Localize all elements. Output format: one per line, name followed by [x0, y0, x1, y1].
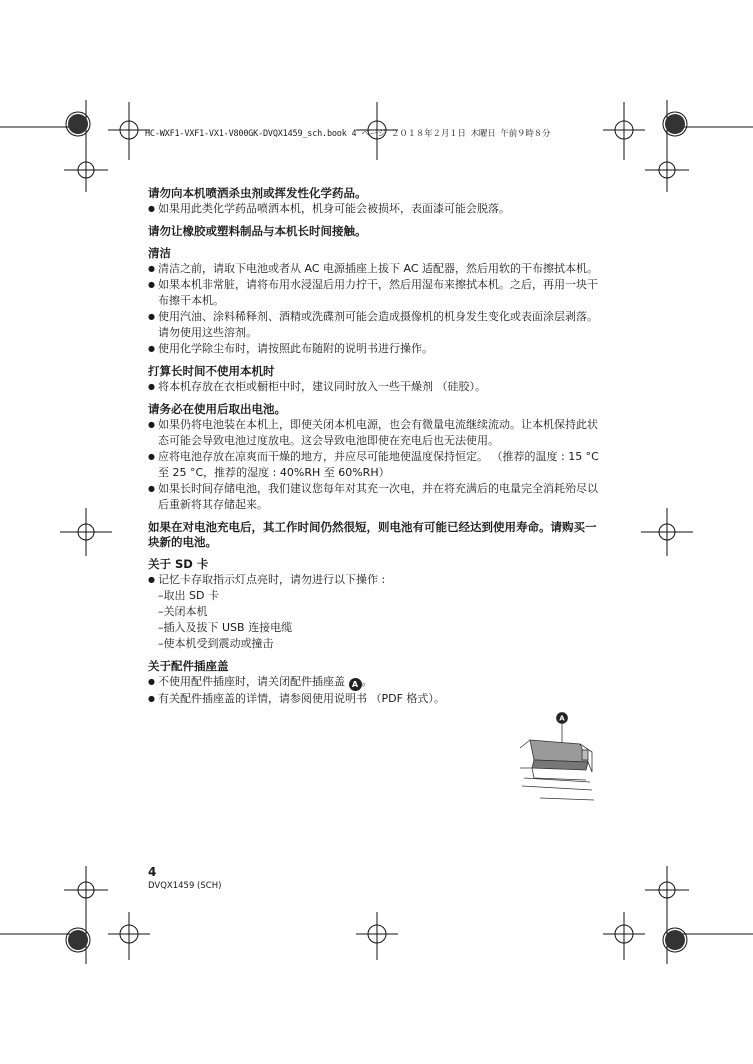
- bullet-item: ● 使用化学除尘布时，请按照此布随附的说明书进行操作。: [148, 341, 603, 357]
- bullet-item: ● 清洁之前，请取下电池或者从 AC 电源插座上拔下 AC 适配器，然后用软的干布擦拭本机。: [148, 261, 603, 277]
- bullet-item: ● 记忆卡存取指示灯点亮时，请勿进行以下操作 :: [148, 572, 603, 588]
- callout-letter: A: [559, 714, 565, 723]
- bullet-item: ● 不使用配件插座时，请关闭配件插座盖 A 。: [148, 674, 603, 691]
- dash-item: –插入及拔下 USB 连接电缆: [158, 621, 293, 634]
- bullet-item: ● 使用汽油、涂料稀释剂、酒精或洗碟剂可能会造成摄像机的机身发生变化或表面涂层剥落。请勿使用这些溶剂。: [148, 309, 603, 341]
- section-heading: 清洁: [148, 246, 171, 260]
- section-heading: 请务必在使用后取出电池。: [148, 402, 286, 416]
- section-heading: 如果在对电池充电后，其工作时间仍然很短，则电池有可能已经达到使用寿命。请购买一块新的电池。: [148, 520, 597, 549]
- bullet-item: ● 有关配件插座盖的详情，请参阅使用说明书 （PDF 格式）。: [148, 691, 603, 707]
- model-code: DVQX1459 (SCH): [148, 881, 222, 891]
- page-number: 4: [148, 865, 157, 879]
- bullet-item: ● 如果长时间存储电池，我们建议您每年对其充一次电，并在将充满后的电量完全消耗殆尽以后重新将其存储起来。: [148, 481, 603, 513]
- section-heading: 关于 SD 卡: [148, 557, 209, 571]
- section-heading: 关于配件插座盖: [148, 659, 229, 673]
- callout-badge: A: [349, 678, 362, 691]
- book-header: HC-WXF1-VXF1-VX1-V800GK-DVQX1459_sch.book 4 ページ ２０１８年２月１日 木曜日 午前９時８分: [145, 129, 551, 139]
- accessory-shoe-cover-illustration: [520, 712, 595, 802]
- main-content: [148, 186, 603, 707]
- bullet-item: ● 如果本机非常脏，请将布用水浸湿后用力拧干，然后用湿布来擦拭本机。之后，再用一块干布擦干本机。: [148, 277, 603, 309]
- dash-item: –关闭本机: [158, 605, 208, 618]
- bullet-item: ● 如果用此类化学药品喷洒本机，机身可能会被损坏，表面漆可能会脱落。: [148, 201, 603, 217]
- section-heading: 请勿让橡胶或塑料制品与本机长时间接触。: [148, 224, 367, 238]
- section-heading: 打算长时间不使用本机时: [148, 364, 275, 378]
- dash-item: –取出 SD 卡: [158, 589, 219, 602]
- bullet-text: 不使用配件插座时，请关闭配件插座盖: [158, 675, 345, 688]
- bullet-item: ● 将本机存放在衣柜或橱柜中时，建议同时放入一些干燥剂 （硅胶）。: [148, 379, 603, 395]
- section-heading: 请勿向本机喷洒杀虫剂或挥发性化学药品。: [148, 186, 367, 200]
- bullet-item: ● 应将电池存放在凉爽而干燥的地方，并应尽可能地使温度保持恒定。 （推荐的温度 : 15 °C 至 25 °C，推荐的湿度 : 40%RH 至 60%RH）: [148, 449, 603, 481]
- dash-item: –使本机受到震动或撞击: [158, 637, 274, 650]
- bullet-item: ● 如果仍将电池装在本机上，即使关闭本机电源，也会有微量电流继续流动。让本机保持此状态可能会导致电池过度放电。这会导致电池即使在充电后也无法使用。: [148, 417, 603, 449]
